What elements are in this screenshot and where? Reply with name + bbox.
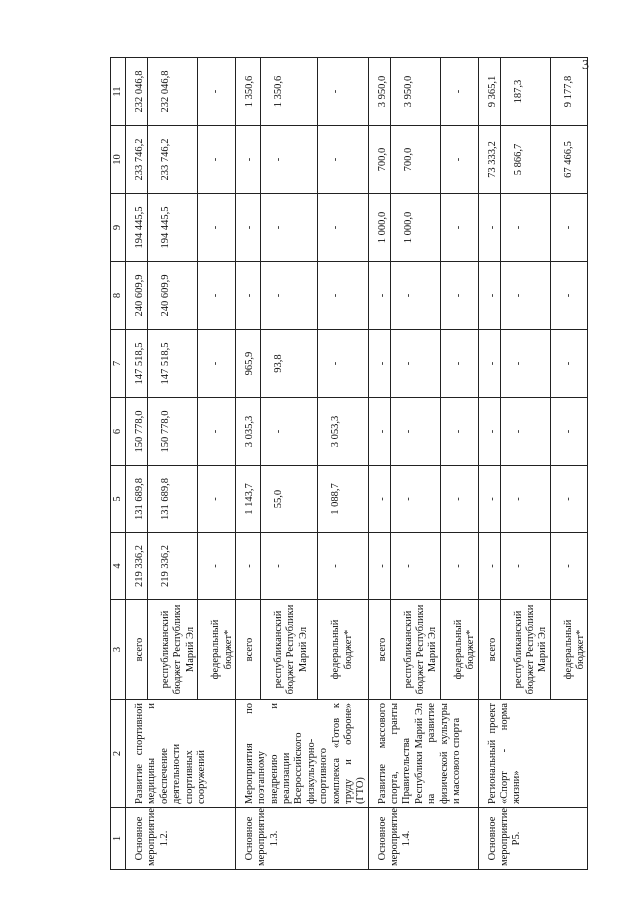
budget-table <box>110 57 588 870</box>
amount-cell: - <box>368 262 390 330</box>
amount-cell: - <box>500 466 550 533</box>
table-row <box>478 58 500 870</box>
amount-cell: 147 518,5 <box>126 330 148 398</box>
amount-cell: - <box>318 330 368 398</box>
amount-cell: - <box>478 330 500 398</box>
amount-cell: 131 689,8 <box>148 466 198 533</box>
amount-cell: - <box>261 262 318 330</box>
amount-cell: 3 950,0 <box>368 58 390 126</box>
funding-source: всего <box>368 600 390 700</box>
amount-cell: - <box>261 533 318 600</box>
amount-cell: - <box>478 262 500 330</box>
amount-cell: - <box>261 194 318 262</box>
amount-cell: 233 746,2 <box>148 126 198 194</box>
amount-cell: - <box>368 330 390 398</box>
amount-cell: - <box>198 466 236 533</box>
amount-cell: 3 035,3 <box>235 398 260 466</box>
amount-cell: 9 177,8 <box>550 58 588 126</box>
funding-source: федеральный бюджет* <box>198 600 236 700</box>
amount-cell: 73 333,2 <box>478 126 500 194</box>
amount-cell: - <box>440 126 478 194</box>
funding-source: республиканский бюджет Республики Марий Эл <box>148 600 198 700</box>
funding-source: федеральный бюджет* <box>318 600 368 700</box>
amount-cell: 1 000,0 <box>390 194 440 262</box>
funding-source: всего <box>478 600 500 700</box>
amount-cell: 232 046,8 <box>126 58 148 126</box>
amount-cell: - <box>440 398 478 466</box>
amount-cell: - <box>235 262 260 330</box>
col-header: 3 <box>111 600 126 700</box>
amount-cell: 67 466,5 <box>550 126 588 194</box>
amount-cell: 233 746,2 <box>126 126 148 194</box>
page-number: 3 <box>582 58 589 73</box>
amount-cell: 1 350,6 <box>235 58 260 126</box>
col-header: 7 <box>111 330 126 398</box>
amount-cell: 219 336,2 <box>148 533 198 600</box>
col-header: 10 <box>111 126 126 194</box>
amount-cell: - <box>500 533 550 600</box>
amount-cell: - <box>235 533 260 600</box>
funding-source: республиканский бюджет Республики Марий Эл <box>261 600 318 700</box>
funding-source: всего <box>235 600 260 700</box>
funding-source: республиканский бюджет Республики Марий Эл <box>390 600 440 700</box>
amount-cell: - <box>261 126 318 194</box>
amount-cell: 1 088,7 <box>318 466 368 533</box>
amount-cell: 187,3 <box>500 58 550 126</box>
amount-cell: - <box>318 126 368 194</box>
amount-cell: - <box>318 533 368 600</box>
amount-cell: - <box>235 126 260 194</box>
amount-cell: 700,0 <box>368 126 390 194</box>
amount-cell: - <box>478 398 500 466</box>
amount-cell: - <box>500 330 550 398</box>
amount-cell: 9 365,1 <box>478 58 500 126</box>
amount-cell: - <box>440 262 478 330</box>
col-header: 4 <box>111 533 126 600</box>
amount-cell: - <box>198 398 236 466</box>
amount-cell: - <box>440 330 478 398</box>
amount-cell: - <box>550 466 588 533</box>
amount-cell: - <box>440 533 478 600</box>
amount-cell: 1 350,6 <box>261 58 318 126</box>
col-header: 6 <box>111 398 126 466</box>
table-row <box>126 58 148 870</box>
amount-cell: - <box>500 262 550 330</box>
amount-cell: - <box>478 466 500 533</box>
amount-cell: - <box>390 533 440 600</box>
amount-cell: 219 336,2 <box>126 533 148 600</box>
amount-cell: - <box>550 330 588 398</box>
rotated-table-container <box>110 58 586 870</box>
col-header: 9 <box>111 194 126 262</box>
activity-title: Региональный проект «Спорт - норма жизни» <box>478 700 588 808</box>
amount-cell: 194 445,5 <box>148 194 198 262</box>
col-header: 1 <box>111 808 126 870</box>
activity-title: Развитие спортивной медицины и обеспечение деятельности спортивных сооружений <box>126 700 236 808</box>
amount-cell: - <box>440 466 478 533</box>
col-header: 8 <box>111 262 126 330</box>
amount-cell: 700,0 <box>390 126 440 194</box>
activity-code: Основное мероприятие 1.4. <box>368 808 478 870</box>
amount-cell: - <box>235 194 260 262</box>
amount-cell: 3 950,0 <box>390 58 440 126</box>
amount-cell: - <box>440 194 478 262</box>
amount-cell: - <box>550 262 588 330</box>
amount-cell: - <box>318 194 368 262</box>
amount-cell: 93,8 <box>261 330 318 398</box>
amount-cell: 1 000,0 <box>368 194 390 262</box>
activity-title: Развитие массового спорта, гранты Правительства Республики Марий Эл на развитие физической культуры и массового спорта <box>368 700 478 808</box>
amount-cell: 240 609,9 <box>148 262 198 330</box>
amount-cell: - <box>198 194 236 262</box>
amount-cell: 194 445,5 <box>126 194 148 262</box>
amount-cell: 5 866,7 <box>500 126 550 194</box>
amount-cell: 232 046,8 <box>148 58 198 126</box>
amount-cell: - <box>550 398 588 466</box>
amount-cell: 150 778,0 <box>148 398 198 466</box>
header-row <box>111 58 126 870</box>
funding-source: федеральный бюджет* <box>440 600 478 700</box>
amount-cell: - <box>550 533 588 600</box>
amount-cell: 965,9 <box>235 330 260 398</box>
amount-cell: - <box>318 58 368 126</box>
amount-cell: - <box>261 398 318 466</box>
activity-title: Мероприятия по поэтапному внедрению и реализации Всероссийского физкультурно-спортивного комплекса «Готов к труду и обороне» (ГТО) <box>235 700 368 808</box>
amount-cell: - <box>198 262 236 330</box>
amount-cell: - <box>198 126 236 194</box>
table-body <box>126 58 588 870</box>
table-row <box>368 58 390 870</box>
amount-cell: - <box>500 194 550 262</box>
amount-cell: - <box>390 330 440 398</box>
amount-cell: - <box>390 466 440 533</box>
funding-source: федеральный бюджет* <box>550 600 588 700</box>
amount-cell: - <box>478 533 500 600</box>
amount-cell: - <box>550 194 588 262</box>
amount-cell: 3 053,3 <box>318 398 368 466</box>
amount-cell: - <box>478 194 500 262</box>
funding-source: республиканский бюджет Республики Марий Эл <box>500 600 550 700</box>
amount-cell: 240 609,9 <box>126 262 148 330</box>
amount-cell: - <box>198 533 236 600</box>
amount-cell: 1 143,7 <box>235 466 260 533</box>
activity-code: Основное мероприятие 1.2. <box>126 808 236 870</box>
amount-cell: - <box>368 398 390 466</box>
amount-cell: - <box>318 262 368 330</box>
amount-cell: - <box>368 533 390 600</box>
amount-cell: 131 689,8 <box>126 466 148 533</box>
amount-cell: 150 778,0 <box>126 398 148 466</box>
amount-cell: - <box>368 466 390 533</box>
funding-source: всего <box>126 600 148 700</box>
col-header: 5 <box>111 466 126 533</box>
amount-cell: - <box>440 58 478 126</box>
amount-cell: - <box>390 262 440 330</box>
amount-cell: - <box>500 398 550 466</box>
col-header: 11 <box>111 58 126 126</box>
amount-cell: 147 518,5 <box>148 330 198 398</box>
activity-code: Основное мероприятие 1.3. <box>235 808 368 870</box>
amount-cell: - <box>198 58 236 126</box>
amount-cell: 55,0 <box>261 466 318 533</box>
activity-code: Основное мероприятие Р5. <box>478 808 588 870</box>
amount-cell: - <box>198 330 236 398</box>
amount-cell: - <box>390 398 440 466</box>
table-row <box>235 58 260 870</box>
col-header: 2 <box>111 700 126 808</box>
